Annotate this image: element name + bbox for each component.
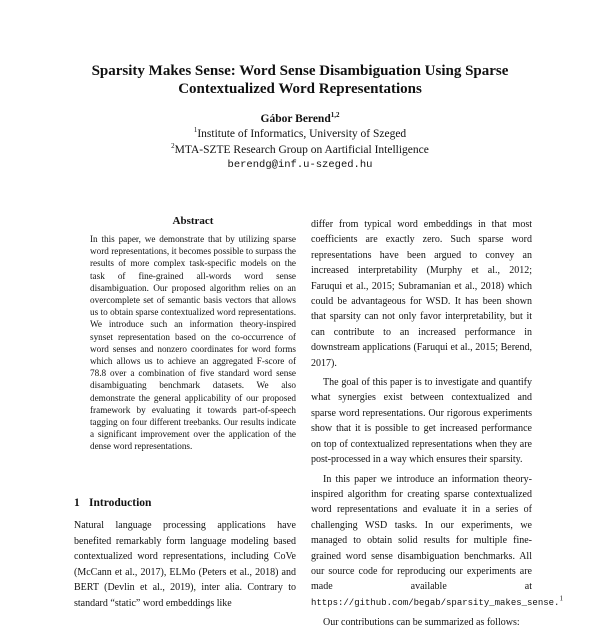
right-paragraph-3-text: In this paper we introduce an information theory-inspired algorithm for creating sparse contextualized word representations and evaluate it in a series of challenging WSD tasks. In our experiments, we managed to obtain solid results for multiple fine-grained word sense disambiguation benchmarks. All our source code for reproducing our experiments are made available at	[311, 473, 532, 593]
affiliation-1	[0, 128, 600, 140]
affiliation-2	[0, 144, 600, 156]
author-email: berendg@inf.u-szeged.hu	[227, 159, 373, 171]
section-title: Introduction	[89, 497, 152, 509]
right-paragraph-2: The goal of this paper is to investigate and quantify what synergies exist between contextualized and sparse word representations. Our rigorous experiments show that it is possible to get increased performance on top of contextualized representations when they are post-processed in a way which ensures their sparsity.	[311, 377, 532, 466]
section-number: 1	[74, 497, 80, 509]
right-paragraph-1: differ from typical word embeddings in that most coefficients are exactly zero. Such sparse word representations have been argued to convey an increased interpretability (Murphy et al., 2012; Faruqui et al., 2015; Subramanian et al., 2018) which could be advantageous for WSD. It has been shown that sparsity can not only favor interpretability, but it can contribute to an increased performance in downstream applications (Faruqui et al., 2015; Berend, 2017).	[311, 219, 532, 369]
introduction-heading	[74, 497, 151, 509]
right-column	[311, 217, 563, 631]
paper-title	[60, 62, 540, 98]
affiliation-1-text: Institute of Informatics, University of Szeged	[197, 128, 407, 140]
title-line-2: Contextualized Word Representations	[178, 81, 422, 97]
abstract-text: In this paper, we demonstrate that by utilizing sparse word representations, it becomes possible to surpass the results of more complex task-specific models on the task of fine-grained all-words word sense disambiguation. Our proposed algorithm relies on an overcomplete set of semantic basis vectors that allows us to obtain sparse contextualized word representations. We introduce such an information theory-inspired synset representation based on the co-occurrence of word senses and nonzero coordinates for word forms which allows us to achieve an aggregated F-score of 78.8 over a combination of five standard word sense disambiguating benchmark datasets. We also demonstrate the general applicability of our proposed framework by evaluating it towards part-of-speech tagging on four different treebanks. Our results indicate a significant improvement over the application of the dense word representations.	[90, 234, 296, 452]
author-name: Gábor Berend	[260, 113, 331, 125]
introduction-text: Natural language processing applications have benefited remarkably form language modeling based contextualized word representations, including CoVe (McCann et al., 2017), ELMo (Peters et al., 2018) and BERT (Devlin et al., 2019), inter alia. Contrary to standard “static” word embeddings like	[74, 520, 296, 609]
title-line-1: Sparsity Makes Sense: Word Sense Disambiguation Using Sparse	[91, 63, 509, 79]
right-paragraph-3	[311, 472, 563, 612]
affiliation-2-text: MTA-SZTE Research Group on Aartificial Intelligence	[174, 144, 429, 156]
author-affiliation-marks: 1,2	[330, 111, 340, 120]
author	[0, 113, 600, 125]
affiliation-1-mark: 1	[193, 126, 198, 135]
abstract-heading: Abstract	[172, 215, 214, 227]
right-paragraph-4: Our contributions can be summarized as follows:	[323, 617, 520, 629]
footnote-mark: 1	[559, 594, 563, 603]
affiliation-2-mark: 2	[171, 142, 175, 151]
source-code-url[interactable]: https://github.com/begab/sparsity_makes_sense.	[311, 597, 560, 608]
